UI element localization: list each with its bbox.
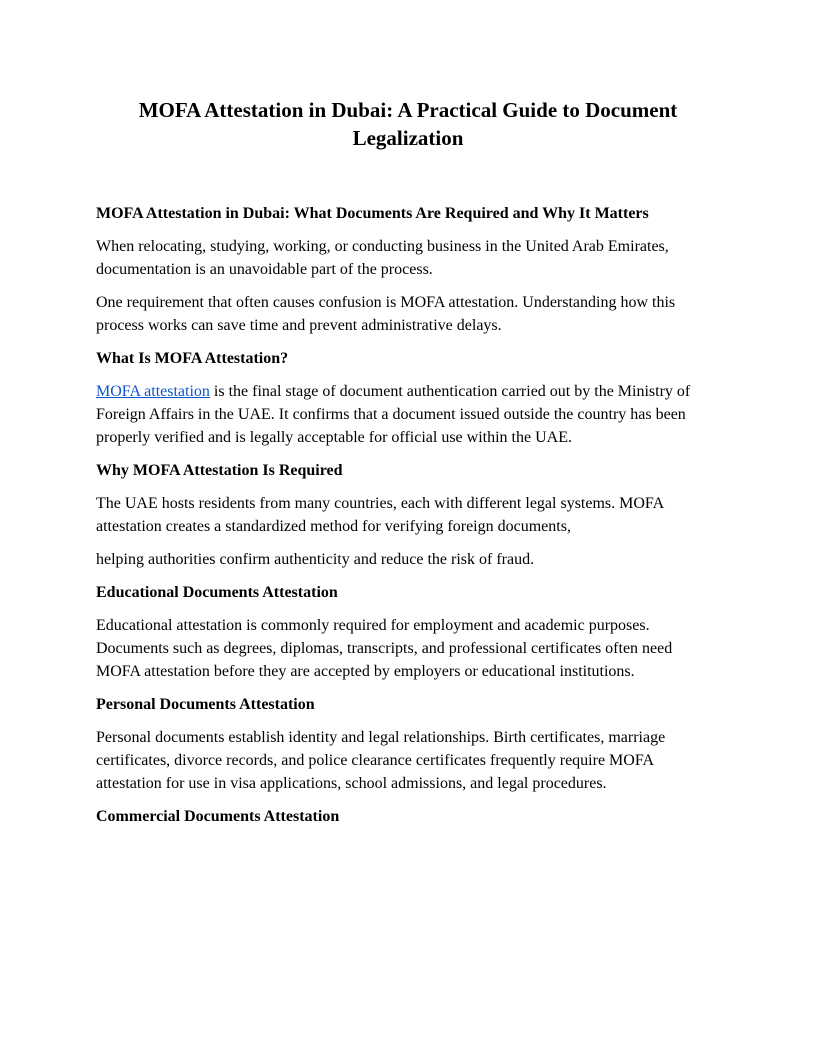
intro-paragraph-2: One requirement that often causes confusion is MOFA attestation. Understanding how this process works can save time and prevent administrative delays. <box>96 294 676 334</box>
commercial-heading: Commercial Documents Attestation <box>96 808 340 825</box>
mofa-attestation-link[interactable]: MOFA attestation <box>96 383 210 400</box>
personal-paragraph: Personal documents establish identity and legal relationships. Birth certificates, marriage certificates, divorce records, and police clearance certificates frequently require MOFA attestation for use in visa applications, school admissions, and legal procedures. <box>96 729 666 792</box>
educational-paragraph: Educational attestation is commonly required for employment and academic purposes. Documents such as degrees, diplomas, transcripts, and professional certificates often need MOFA attestation before they are accepted by employers or educational institutions. <box>96 617 673 680</box>
why-required-paragraph-2: helping authorities confirm authenticity and reduce the risk of fraud. <box>96 551 535 568</box>
why-required-heading: Why MOFA Attestation Is Required <box>96 462 343 479</box>
educational-heading: Educational Documents Attestation <box>96 584 338 601</box>
what-is-body: is the final stage of document authentication carried out by the Ministry of Foreign Affairs in the UAE. It confirms that a document issued outside the country has been properly verified and is legally acceptable for official use within the UAE. <box>96 383 691 446</box>
what-is-heading: What Is MOFA Attestation? <box>96 350 289 367</box>
personal-heading: Personal Documents Attestation <box>96 696 315 713</box>
document-title: MOFA Attestation in Dubai: A Practical Guide to Document Legalization <box>138 98 678 150</box>
intro-paragraph-1: When relocating, studying, working, or conducting business in the United Arab Emirates, documentation is an unavoidable part of the process. <box>96 238 669 278</box>
why-required-paragraph-1: The UAE hosts residents from many countries, each with different legal systems. MOFA attestation creates a standardized method for verifying foreign documents, <box>96 495 664 535</box>
intro-heading: MOFA Attestation in Dubai: What Documents Are Required and Why It Matters <box>96 205 649 222</box>
what-is-paragraph <box>96 380 720 449</box>
document-page <box>96 96 720 838</box>
